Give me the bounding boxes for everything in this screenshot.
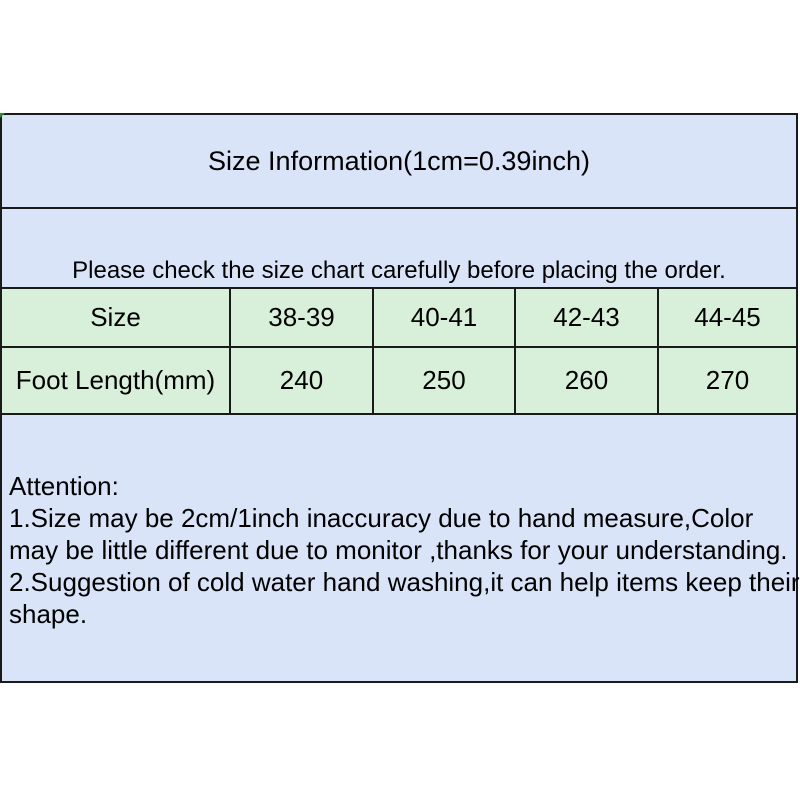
attention-note-line: 1.Size may be 2cm/1inch inaccuracy due to hand measure,Color: [9, 503, 754, 533]
size-table: [2, 287, 796, 415]
table-row-label: Size: [90, 302, 141, 332]
table-cell: 44-45: [657, 289, 796, 346]
attention-section: [2, 415, 800, 681]
table-cell: 38-39: [229, 289, 372, 346]
size-info-panel: [0, 113, 798, 683]
attention-heading: Attention:: [9, 471, 119, 501]
table-row-sizes: [2, 289, 796, 346]
table-cell: 40-41: [372, 289, 514, 346]
attention-note-line: may be little different due to monitor ,thanks for your understanding.: [9, 535, 788, 565]
table-cell: 42-43: [514, 289, 657, 346]
table-cell: 240: [229, 348, 372, 413]
table-cell: 270: [657, 348, 796, 413]
notice-text: Please check the size chart carefully before placing the order.: [72, 257, 726, 284]
table-cell: 250: [372, 348, 514, 413]
attention-note-line: shape.: [9, 599, 88, 629]
table-row-label: Foot Length(mm): [15, 365, 216, 395]
table-cell: 260: [514, 348, 657, 413]
table-row-foot-length: [2, 346, 796, 413]
corner-mark: [0, 113, 5, 118]
title-section: [2, 115, 796, 209]
notice-section: [2, 209, 796, 287]
page-title: Size Information(1cm=0.39inch): [208, 145, 590, 176]
attention-note-line: 2.Suggestion of cold water hand washing,it can help items keep their: [9, 567, 800, 597]
